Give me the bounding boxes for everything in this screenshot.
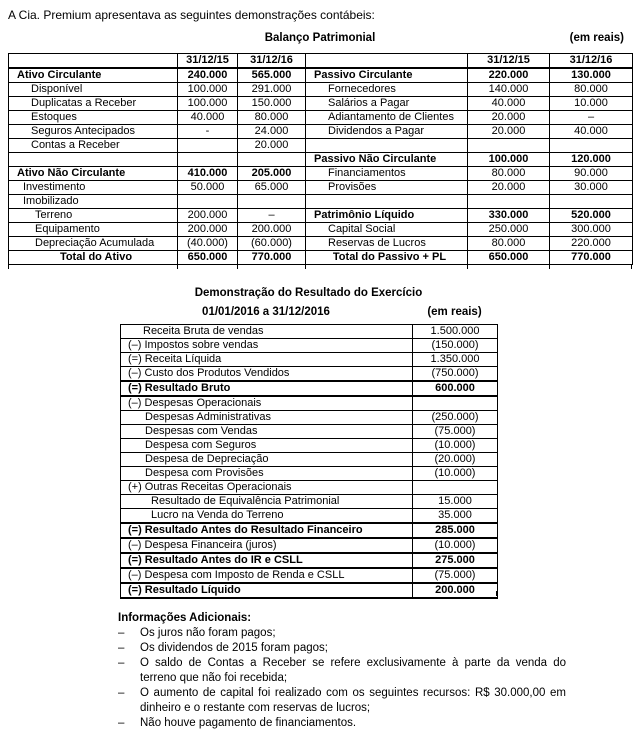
balance-sheet-row: [9, 251, 633, 265]
cell-value: (20.000): [413, 453, 498, 467]
cell-value: 220.000: [550, 237, 633, 251]
row-label: [9, 153, 178, 167]
cell-value: 30.000: [550, 181, 633, 195]
cell-value: 100.000: [178, 97, 238, 111]
balance-sheet-bottom-stubs: [8, 264, 632, 269]
balance-sheet-row: [9, 139, 633, 153]
cell-value: 200.000: [178, 209, 238, 223]
cell-value: (40.000): [178, 237, 238, 251]
row-label: Depreciação Acumulada: [9, 237, 178, 251]
income-statement-row: [121, 439, 498, 453]
cell-value: 410.000: [178, 167, 238, 181]
cell-value: [550, 139, 633, 153]
cell-value: 1.500.000: [413, 325, 498, 339]
income-statement-row: [121, 481, 498, 495]
column-header-date: 31/12/16: [238, 54, 306, 69]
cell-value: 565.000: [238, 68, 306, 83]
cell-value: 205.000: [238, 167, 306, 181]
cell-value: 40.000: [468, 97, 550, 111]
cell-value: (75.000): [413, 568, 498, 583]
table-border-stub: [177, 264, 178, 269]
balance-sheet-unit-label: (em reais): [569, 32, 624, 44]
info-item: [118, 716, 568, 731]
cell-value: 20.000: [468, 181, 550, 195]
row-label: Adiantamento de Clientes: [306, 111, 468, 125]
row-label: Reservas de Lucros: [306, 237, 468, 251]
row-label: [306, 139, 468, 153]
additional-info-section: [118, 611, 568, 731]
cell-value: 120.000: [550, 153, 633, 167]
income-statement-row: [121, 411, 498, 425]
cell-value: –: [238, 209, 306, 223]
table-border-stub: [549, 264, 550, 269]
cell-value: 40.000: [178, 111, 238, 125]
cell-value: 90.000: [550, 167, 633, 181]
row-label: Capital Social: [306, 223, 468, 237]
balance-sheet-row: [9, 153, 633, 167]
table-border-stub: [8, 264, 9, 269]
table-border-stub: [305, 264, 306, 269]
income-statement-row: [121, 381, 498, 396]
cell-value: 650.000: [178, 251, 238, 265]
income-statement-row: [121, 538, 498, 553]
row-label: (=) Receita Líquida: [121, 353, 413, 367]
info-item-text: O saldo de Contas a Receber se refere exclusivamente à parte da venda do terreno que não foi recebida;: [140, 657, 566, 684]
row-label: Ativo Circulante: [9, 68, 178, 83]
cell-value: 15.000: [413, 495, 498, 509]
income-statement-row: [121, 367, 498, 382]
cell-value: 50.000: [178, 181, 238, 195]
cell-value: 24.000: [238, 125, 306, 139]
income-statement-row: [121, 553, 498, 568]
cell-value: 80.000: [468, 167, 550, 181]
table-border-stub: [120, 591, 121, 596]
cell-value: 80.000: [550, 83, 633, 97]
income-statement-title: Demonstração do Resultado do Exercício: [194, 287, 423, 299]
income-statement-row: [121, 467, 498, 481]
row-label: Total do Passivo + PL: [306, 251, 468, 265]
row-label: Fornecedores: [306, 83, 468, 97]
income-statement-unit-label: (em reais): [427, 306, 482, 318]
cell-value: [468, 139, 550, 153]
balance-sheet-row: [9, 195, 633, 209]
info-item: [118, 626, 568, 641]
info-item: [118, 656, 568, 686]
income-statement-bottom-stubs: [120, 591, 497, 596]
cell-value: 520.000: [550, 209, 633, 223]
cell-value: 200.000: [238, 223, 306, 237]
cell-value: -: [178, 125, 238, 139]
income-statement-row: [121, 453, 498, 467]
income-statement-row: [121, 325, 498, 339]
row-label: (=) Resultado Líquido: [121, 583, 413, 598]
info-item-text: O aumento de capital foi realizado com os seguintes recursos: R$ 30.000,00 em dinheiro e o restante com reservas de lucros;: [140, 687, 566, 714]
row-label: Contas a Receber: [9, 139, 178, 153]
info-item-text: Os dividendos de 2015 foram pagos;: [140, 642, 328, 654]
cell-value: 250.000: [468, 223, 550, 237]
row-label: Duplicatas a Receber: [9, 97, 178, 111]
balance-sheet-title: Balanço Patrimonial: [264, 32, 376, 44]
income-statement-row: [121, 509, 498, 524]
row-label: Passivo Circulante: [306, 68, 468, 83]
row-label: Receita Bruta de vendas: [121, 325, 413, 339]
cell-value: 80.000: [468, 237, 550, 251]
cell-value: (75.000): [413, 425, 498, 439]
row-label: Estoques: [9, 111, 178, 125]
balance-sheet-table: [8, 53, 633, 265]
empty-header-cell: [9, 54, 178, 69]
cell-value: 20.000: [468, 125, 550, 139]
balance-sheet-row: [9, 167, 633, 181]
cell-value: [550, 195, 633, 209]
cell-value: 330.000: [468, 209, 550, 223]
row-label: (=) Resultado Antes do IR e CSLL: [121, 553, 413, 568]
dash-bullet-marker: –: [118, 657, 125, 669]
column-header-date: 31/12/15: [178, 54, 238, 69]
income-statement-row: [121, 568, 498, 583]
row-label: (–) Despesas Operacionais: [121, 396, 413, 411]
row-label: Investimento: [9, 181, 178, 195]
cell-value: 40.000: [550, 125, 633, 139]
row-label: Salários a Pagar: [306, 97, 468, 111]
intro-text: A Cia. Premium apresentava as seguintes demonstrações contábeis:: [8, 8, 375, 22]
income-statement-row: [121, 396, 498, 411]
cell-value: 100.000: [468, 153, 550, 167]
cell-value: [413, 481, 498, 495]
row-label: (–) Custo dos Produtos Vendidos: [121, 367, 413, 382]
column-header-date: 31/12/16: [550, 54, 633, 69]
dash-bullet-marker: –: [118, 717, 125, 729]
row-label: (–) Despesa Financeira (juros): [121, 538, 413, 553]
cell-value: 100.000: [178, 83, 238, 97]
empty-header-cell: [306, 54, 468, 69]
cell-value: 200.000: [413, 583, 498, 598]
row-label: [306, 195, 468, 209]
cell-value: 220.000: [468, 68, 550, 83]
balance-sheet-row: [9, 111, 633, 125]
cell-value: 35.000: [413, 509, 498, 524]
cell-value: 130.000: [550, 68, 633, 83]
balance-sheet-row: [9, 181, 633, 195]
balance-sheet-row: [9, 83, 633, 97]
cell-value: (60.000): [238, 237, 306, 251]
cell-value: 10.000: [550, 97, 633, 111]
row-label: Provisões: [306, 181, 468, 195]
cell-value: 200.000: [178, 223, 238, 237]
cell-value: 65.000: [238, 181, 306, 195]
cell-value: (150.000): [413, 339, 498, 353]
row-label: Despesa com Provisões: [121, 467, 413, 481]
income-statement-row: [121, 339, 498, 353]
cell-value: 300.000: [550, 223, 633, 237]
income-statement-table: [120, 324, 498, 599]
row-label: Dividendos a Pagar: [306, 125, 468, 139]
cell-value: 20.000: [238, 139, 306, 153]
row-label: Lucro na Venda do Terreno: [121, 509, 413, 524]
row-label: Ativo Não Circulante: [9, 167, 178, 181]
cell-value: 150.000: [238, 97, 306, 111]
cell-value: [178, 195, 238, 209]
table-border-stub: [631, 264, 632, 269]
info-item-text: Não houve pagamento de financiamentos.: [140, 717, 357, 729]
table-border-stub: [412, 591, 413, 596]
row-label: Despesa de Depreciação: [121, 453, 413, 467]
cell-value: [413, 396, 498, 411]
income-statement-body: [121, 325, 498, 599]
cell-value: 650.000: [468, 251, 550, 265]
balance-sheet-header: [8, 32, 632, 46]
row-label: (=) Resultado Bruto: [121, 381, 413, 396]
cell-value: 285.000: [413, 523, 498, 538]
row-label: Resultado de Equivalência Patrimonial: [121, 495, 413, 509]
cell-value: 140.000: [468, 83, 550, 97]
cell-value: [468, 195, 550, 209]
balance-sheet-row: [9, 68, 633, 83]
income-statement-period: 01/01/2016 a 31/12/2016: [202, 306, 330, 318]
cell-value: (10.000): [413, 439, 498, 453]
info-item: [118, 641, 568, 656]
cell-value: 240.000: [178, 68, 238, 83]
row-label: Despesas Administrativas: [121, 411, 413, 425]
income-statement-row: [121, 425, 498, 439]
row-label: Despesas com Vendas: [121, 425, 413, 439]
income-statement-row: [121, 353, 498, 367]
row-label: Equipamento: [9, 223, 178, 237]
row-label: Financiamentos: [306, 167, 468, 181]
info-list: [118, 626, 568, 731]
row-label: Terreno: [9, 209, 178, 223]
dash-bullet-marker: –: [118, 642, 125, 654]
cell-value: 80.000: [238, 111, 306, 125]
row-label: Seguros Antecipados: [9, 125, 178, 139]
table-border-stub: [237, 264, 238, 269]
row-label: Disponível: [9, 83, 178, 97]
dash-bullet-marker: –: [118, 687, 125, 699]
cell-value: 770.000: [238, 251, 306, 265]
cell-value: [238, 195, 306, 209]
additional-info-heading: Informações Adicionais:: [118, 612, 252, 624]
income-statement-row: [121, 523, 498, 538]
cell-value: (10.000): [413, 467, 498, 481]
cell-value: 275.000: [413, 553, 498, 568]
cell-value: 770.000: [550, 251, 633, 265]
balance-sheet-row: [9, 223, 633, 237]
row-label: (=) Resultado Antes do Resultado Financeiro: [121, 523, 413, 538]
cell-value: –: [550, 111, 633, 125]
cell-value: [238, 153, 306, 167]
cell-value: (750.000): [413, 367, 498, 382]
row-label: Imobilizado: [9, 195, 178, 209]
cell-value: 600.000: [413, 381, 498, 396]
column-header-date: 31/12/15: [468, 54, 550, 69]
balance-sheet-row: [9, 237, 633, 251]
table-border-stub: [496, 591, 497, 596]
row-label: Patrimônio Líquido: [306, 209, 468, 223]
balance-sheet-header-row: [9, 54, 633, 69]
cell-value: [178, 153, 238, 167]
cell-value: 1.350.000: [413, 353, 498, 367]
cell-value: [178, 139, 238, 153]
balance-sheet-body: [9, 68, 633, 265]
cell-value: 20.000: [468, 111, 550, 125]
row-label: Total do Ativo: [9, 251, 178, 265]
row-label: (+) Outras Receitas Operacionais: [121, 481, 413, 495]
dash-bullet-marker: –: [118, 627, 125, 639]
row-label: (–) Impostos sobre vendas: [121, 339, 413, 353]
income-statement-subheader: [120, 306, 497, 320]
balance-sheet-row: [9, 209, 633, 223]
row-label: Despesa com Seguros: [121, 439, 413, 453]
cell-value: (250.000): [413, 411, 498, 425]
cell-value: 291.000: [238, 83, 306, 97]
info-item-text: Os juros não foram pagos;: [140, 627, 276, 639]
balance-sheet-row: [9, 125, 633, 139]
row-label: (–) Despesa com Imposto de Renda e CSLL: [121, 568, 413, 583]
table-border-stub: [467, 264, 468, 269]
row-label: Passivo Não Circulante: [306, 153, 468, 167]
cell-value: (10.000): [413, 538, 498, 553]
balance-sheet-row: [9, 97, 633, 111]
info-item: [118, 686, 568, 716]
income-statement-row: [121, 495, 498, 509]
